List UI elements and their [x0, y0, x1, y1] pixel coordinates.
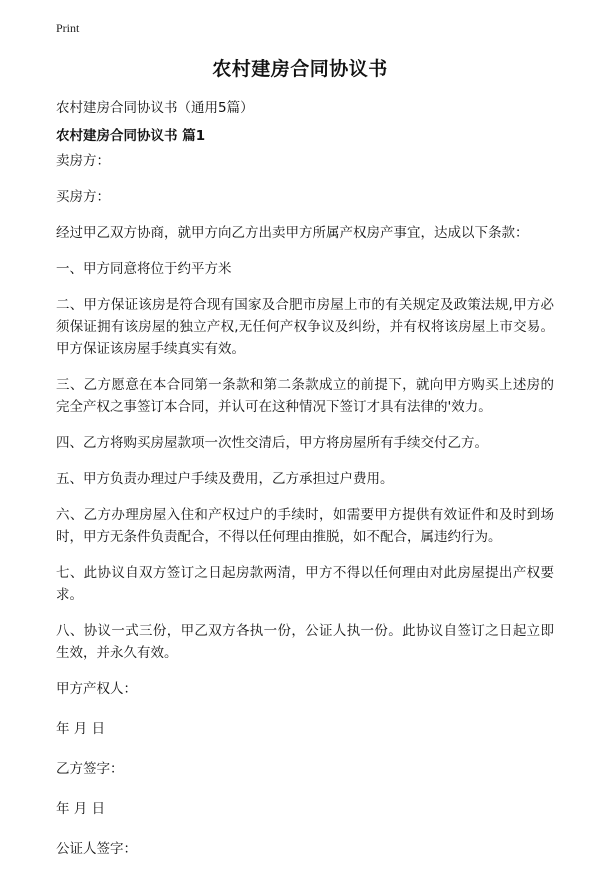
buyer-line: 买房方： — [56, 189, 110, 205]
document-subtitle: 农村建房合同协议书（通用5篇） — [56, 100, 254, 116]
party-a-date: 年 月 日 — [56, 721, 106, 737]
party-b-signature: 乙方签字： — [56, 761, 124, 777]
clause-2: 二、甲方保证该房是符合现有国家及合肥市房屋上市的有关规定及政策法规,甲方必须保证拥有该房屋的独立产权,无任何产权争议及纠纷，并有权将该房屋上市交易。甲方保证该房屋手续真实有效。 — [56, 297, 554, 357]
clause-4: 四、乙方将购买房屋款项一次性交清后，甲方将房屋所有手续交付乙方。 — [56, 435, 488, 451]
intro-paragraph: 经过甲乙双方协商，就甲方向乙方出卖甲方所属产权房产事宜，达成以下条款： — [56, 225, 529, 241]
clause-7: 七、此协议自双方签订之日起房款两清，甲方不得以任何理由对此房屋提出产权要求。 — [56, 565, 554, 603]
clause-8: 八、协议一式三份，甲乙双方各执一份，公证人执一份。此协议自签订之日起立即生效，并永久有效。 — [56, 623, 554, 661]
party-a-signature: 甲方产权人： — [56, 681, 137, 697]
party-b-date: 年 月 日 — [56, 801, 106, 817]
print-label[interactable]: Print — [56, 21, 80, 35]
section-title: 农村建房合同协议书 篇1 — [56, 128, 206, 144]
notary-signature: 公证人签字： — [56, 841, 137, 857]
clause-6: 六、乙方办理房屋入住和产权过户的手续时，如需要甲方提供有效证件和及时到场时，甲方无条件负责配合，不得以任何理由推脱，如不配合，属违约行为。 — [56, 507, 554, 545]
document-title: 农村建房合同协议书 — [212, 58, 388, 80]
clause-3: 三、乙方愿意在本合同第一条款和第二条款成立的前提下，就向甲方购买上述房的完全产权之事签订本合同，并认可在这种情况下签订才具有法律的'效力。 — [56, 377, 554, 415]
clause-5: 五、甲方负责办理过户手续及费用，乙方承担过户费用。 — [56, 471, 394, 487]
document-body — [56, 150, 554, 878]
seller-line: 卖房方： — [56, 153, 110, 169]
clause-1: 一、甲方同意将位于约平方米 — [56, 261, 232, 277]
